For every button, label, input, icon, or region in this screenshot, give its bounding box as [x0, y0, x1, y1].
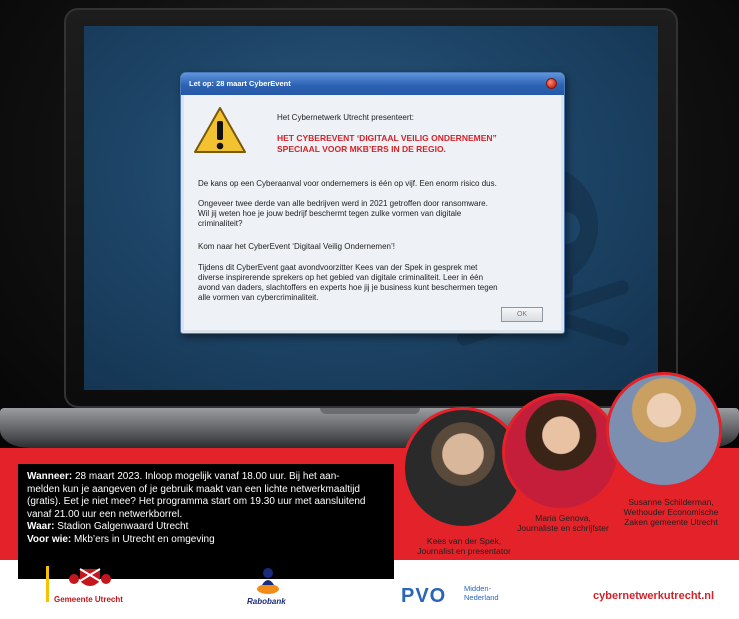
alert-dialog	[180, 72, 565, 334]
ransomware-line-2: Wil jij weten hoe je jouw bedrijf beschermt tegen zulke vormen van digitale	[198, 209, 462, 218]
risk-paragraph: De kans op een Cyberaanval voor ondernemers is één op vijf. Een enorm risico dus.	[198, 179, 497, 188]
program-line-1: Tijdens dit CyberEvent gaat avondvoorzitter Kees van der Spek in gesprek met	[198, 263, 478, 272]
pvo-logo-text: PVO	[401, 585, 447, 607]
speaker-name-maria: Maria Genova,	[535, 513, 591, 523]
speaker-photo-maria	[502, 393, 620, 511]
rabobank-label: Rabobank	[247, 597, 286, 606]
gemeente-accent-bar	[46, 566, 49, 602]
program-paragraph	[198, 263, 558, 303]
gemeente-utrecht-logo-icon	[66, 565, 114, 593]
when-line-1	[27, 471, 385, 484]
headline-line-1: HET CYBEREVENT ‘DIGITAAL VEILIG ONDERNEMEN”	[277, 133, 497, 143]
speaker-role-maria: Journaliste en schrijfster	[517, 523, 609, 533]
where-label: Waar:	[27, 521, 55, 532]
when-text-2: melden kun je aangeven of je gebruik maakt van een lichte netwerkmaaltijd	[27, 483, 360, 495]
program-line-2: diverse inspirerende sprekers op het gebied van digitale criminaliteit. Leer in één	[198, 273, 484, 282]
who-text: Mkb’ers in Utrecht en omgeving	[71, 533, 215, 545]
who-label: Voor wie:	[27, 533, 72, 545]
pvo-subtitle	[464, 584, 499, 602]
speaker-photo-susanne	[606, 372, 722, 488]
caption-susanne	[608, 497, 734, 527]
speaker-role2-susanne: Zaken gemeente Utrecht	[624, 517, 718, 527]
headline-line-2: SPECIAAL VOOR MKB’ERS IN DE REGIO.	[277, 144, 446, 154]
when-text-1: 28 maart 2023. Inloop mogelijk vanaf 18.00 uur. Bij het aan-	[72, 471, 340, 482]
gemeente-utrecht-label: Gemeente Utrecht	[54, 595, 123, 604]
event-info-box	[18, 464, 394, 579]
speaker-role-susanne: Wethouder Economische	[623, 507, 719, 517]
when-label: Wanneer:	[27, 471, 73, 482]
caption-kees	[404, 536, 524, 556]
when-text-4: vanaf 21.00 uur een netwerkborrel.	[27, 508, 183, 520]
presenter-text: Het Cybernetwerk Utrecht presenteert:	[277, 113, 414, 122]
program-line-4: alle vormen van cybercriminaliteit.	[198, 293, 319, 302]
close-button[interactable]	[546, 78, 557, 89]
dialog-title-text: Let op: 28 maart CyberEvent	[189, 79, 291, 88]
ok-button[interactable]: OK	[501, 307, 543, 322]
speaker-name-susanne: Susanne Schilderman,	[628, 497, 714, 507]
when-text-3: (gratis). Eet je niet mee? Het programma start om 19.30 uur met aansluitend	[27, 496, 366, 507]
ransomware-paragraph	[198, 199, 558, 229]
speaker-name-kees: Kees van der Spek,	[426, 536, 502, 546]
event-headline	[277, 133, 562, 155]
speaker-role-kees: Journalist en presentator	[417, 546, 511, 556]
ransomware-line-1: Ongeveer twee derde van alle bedrijven werd in 2021 getroffen door ransomware.	[198, 199, 488, 208]
rabobank-logo-icon	[256, 563, 280, 595]
who-line	[27, 534, 385, 547]
warning-icon	[193, 105, 247, 155]
pvo-sub-line-2: Nederland	[464, 593, 499, 602]
ransomware-line-3: criminaliteit?	[198, 219, 243, 228]
invite-paragraph: Kom naar het CyberEvent ‘Digitaal Veilig Ondernemen’!	[198, 242, 395, 251]
dialog-body	[184, 95, 561, 330]
program-line-3: avond van daders, slachtoffers en experts hoe jij je business kunt beschermen tegen	[198, 283, 498, 292]
dialog-title	[181, 73, 564, 95]
pvo-sub-line-1: Midden-	[464, 584, 492, 593]
website-link[interactable]: cybernetwerkutrecht.nl	[593, 590, 715, 602]
where-line	[27, 521, 385, 534]
where-text: Stadion Galgenwaard Utrecht	[54, 521, 189, 532]
